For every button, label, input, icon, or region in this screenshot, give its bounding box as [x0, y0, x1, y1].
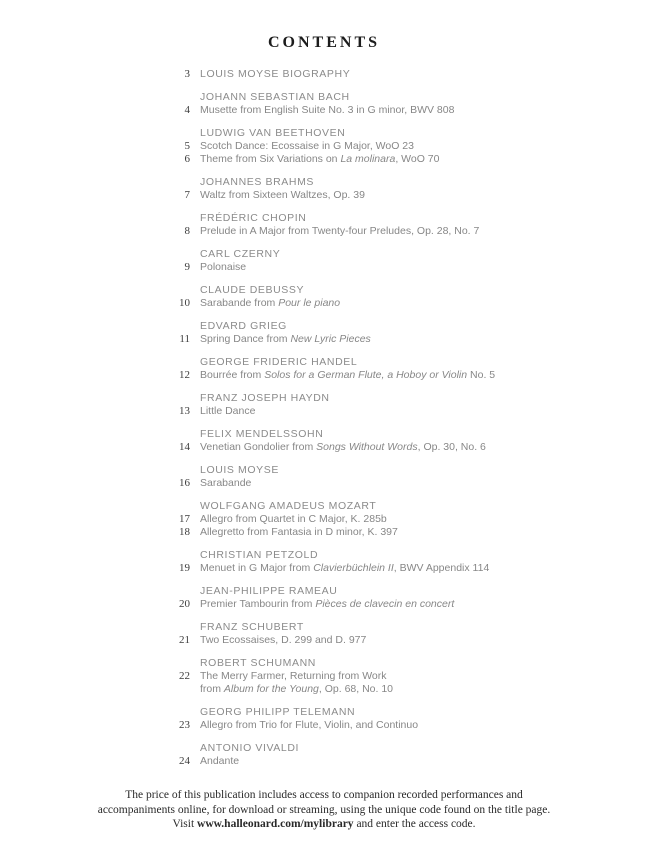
toc-section: [162, 176, 648, 202]
item-title: [200, 670, 393, 696]
page-number: 11: [179, 333, 190, 345]
item-title: [200, 477, 251, 490]
toc-item: [162, 225, 648, 238]
toc-item: [162, 477, 648, 490]
composer-name: GEORG PHILIPP TELEMANN: [200, 706, 356, 718]
toc-item: [162, 140, 648, 153]
item-title-line: Premier Tambourin from Pièces de clavecin en concert: [200, 598, 455, 610]
toc-section: [162, 500, 648, 539]
toc-section: [162, 212, 648, 238]
page-number: 4: [184, 104, 190, 116]
item-title-line: Spring Dance from New Lyric Pieces: [200, 333, 371, 345]
composer-name: JOHANN SEBASTIAN BACH: [200, 91, 350, 103]
page-number: 21: [179, 634, 190, 646]
page-number: 14: [179, 441, 190, 453]
composer-name: FRANZ JOSEPH HAYDN: [200, 392, 330, 404]
item-title-line: Musette from English Suite No. 3 in G minor, BWV 808: [200, 104, 455, 116]
item-title-line: Two Ecossaises, D. 299 and D. 977: [200, 634, 367, 646]
item-title: [200, 441, 486, 454]
toc-section: [162, 657, 648, 696]
toc-item: [162, 405, 648, 418]
item-title: [200, 719, 418, 732]
footer-visit-url: www.halleonard.com/mylibrary: [197, 818, 354, 830]
toc-item: [162, 189, 648, 202]
composer-name: CHRISTIAN PETZOLD: [200, 549, 319, 561]
page-number: 7: [184, 189, 190, 201]
toc-section: [162, 284, 648, 310]
footer-line-1: The price of this publication includes access to companion recorded performances and: [125, 789, 523, 801]
toc-section: [162, 91, 648, 117]
toc-section: [162, 464, 648, 490]
item-title: [200, 333, 371, 346]
item-title: [200, 225, 479, 238]
page-number: 13: [179, 405, 190, 417]
toc-section: [162, 392, 648, 418]
page-number: 9: [184, 261, 190, 273]
composer-name: JOHANNES BRAHMS: [200, 176, 315, 188]
item-title: [200, 562, 489, 575]
composer-name: LOUIS MOYSE: [200, 464, 279, 476]
toc-item: [162, 68, 648, 81]
toc-section: [162, 585, 648, 611]
toc-section: [162, 68, 648, 81]
toc-section: [162, 127, 648, 166]
page-number: 10: [179, 297, 190, 309]
item-title: [200, 297, 340, 310]
toc-item: [162, 719, 648, 732]
item-title-line: Scotch Dance: Ecossaise in G Major, WoO 23: [200, 140, 414, 152]
page-number: 6: [184, 153, 190, 165]
page-number: 8: [184, 225, 190, 237]
item-title: [200, 261, 246, 274]
composer-name: LUDWIG VAN BEETHOVEN: [200, 127, 346, 139]
item-title-line: The Merry Farmer, Returning from Work: [200, 670, 387, 682]
item-title-line: LOUIS MOYSE BIOGRAPHY: [200, 68, 351, 80]
item-title: [200, 405, 255, 418]
composer-name: CARL CZERNY: [200, 248, 281, 260]
item-title-line: from Album for the Young, Op. 68, No. 10: [200, 683, 394, 695]
toc-item: [162, 513, 648, 526]
toc-item: [162, 441, 648, 454]
footer-visit-post: and enter the access code.: [353, 818, 476, 830]
page-number: 12: [179, 369, 190, 381]
item-title-line: Polonaise: [200, 261, 247, 273]
item-title: [200, 755, 239, 768]
item-title-line: Bourrée from Solos for a German Flute, a Hoboy or Violin No. 5: [200, 369, 496, 381]
composer-name: ROBERT SCHUMANN: [200, 657, 316, 669]
composer-name: GEORGE FRIDERIC HANDEL: [200, 356, 358, 368]
page-number: 16: [179, 477, 190, 489]
item-title: [200, 68, 350, 81]
item-title-line: Waltz from Sixteen Waltzes, Op. 39: [200, 189, 365, 201]
item-title: [200, 140, 414, 153]
page-number: 5: [184, 140, 190, 152]
toc-item: [162, 333, 648, 346]
composer-name: ANTONIO VIVALDI: [200, 742, 300, 754]
page-number: 19: [179, 562, 190, 574]
toc-item: [162, 104, 648, 117]
item-title: [200, 598, 454, 611]
composer-name: CLAUDE DEBUSSY: [200, 284, 305, 296]
footer-visit-pre: Visit: [172, 818, 198, 830]
composer-name: FELIX MENDELSSOHN: [200, 428, 324, 440]
footer: [0, 788, 648, 832]
toc-section: [162, 742, 648, 768]
page-number: 17: [179, 513, 190, 525]
item-title: [200, 189, 365, 202]
page-number: 22: [179, 670, 190, 682]
toc-section: [162, 356, 648, 382]
item-title-line: Sarabande from Pour le piano: [200, 297, 341, 309]
composer-name: WOLFGANG AMADEUS MOZART: [200, 500, 377, 512]
item-title-line: Menuet in G Major from Clavierbüchlein II, BWV Appendix 114: [200, 562, 490, 574]
item-title: [200, 104, 454, 117]
toc-section: [162, 248, 648, 274]
toc-item: [162, 369, 648, 382]
page-number: 3: [184, 68, 190, 80]
toc-item: [162, 153, 648, 166]
item-title: [200, 634, 366, 647]
composer-name: FRÉDÉRIC CHOPIN: [200, 212, 307, 224]
toc-item: [162, 598, 648, 611]
toc-item: [162, 634, 648, 647]
toc-section: [162, 428, 648, 454]
item-title: [200, 369, 495, 382]
page-title: CONTENTS: [267, 34, 381, 51]
footer-line-3: [0, 817, 648, 832]
toc-section: [162, 621, 648, 647]
item-title: [200, 153, 440, 166]
toc-item: [162, 670, 648, 696]
toc-item: [162, 261, 648, 274]
composer-name: EDVARD GRIEG: [200, 320, 287, 332]
item-title-line: Little Dance: [200, 405, 256, 417]
item-title: [200, 513, 387, 526]
table-of-contents: [162, 68, 648, 768]
item-title-line: Allegretto from Fantasia in D minor, K. 397: [200, 526, 398, 538]
item-title-line: Venetian Gondolier from Songs Without Words, Op. 30, No. 6: [200, 441, 486, 453]
toc-section: [162, 549, 648, 575]
item-title-line: Prelude in A Major from Twenty-four Preludes, Op. 28, No. 7: [200, 225, 480, 237]
page-number: 23: [179, 719, 190, 731]
page-number: 20: [179, 598, 190, 610]
toc-item: [162, 297, 648, 310]
item-title-line: Allegro from Quartet in C Major, K. 285b: [200, 513, 387, 525]
toc-item: [162, 562, 648, 575]
toc-item: [162, 755, 648, 768]
footer-line-2: accompaniments online, for download or streaming, using the unique code found on the title page.: [97, 803, 551, 816]
composer-name: JEAN-PHILIPPE RAMEAU: [200, 585, 338, 597]
page-number: 18: [179, 526, 190, 538]
composer-name: FRANZ SCHUBERT: [200, 621, 304, 633]
toc-item: [162, 526, 648, 539]
item-title-line: Allegro from Trio for Flute, Violin, and Continuo: [200, 719, 419, 731]
item-title-line: Andante: [200, 755, 240, 767]
item-title: [200, 526, 398, 539]
page-number: 24: [179, 755, 190, 767]
item-title-line: Sarabande: [200, 477, 252, 489]
toc-section: [162, 706, 648, 732]
item-title-line: Theme from Six Variations on La molinara, WoO 70: [200, 153, 440, 165]
toc-section: [162, 320, 648, 346]
